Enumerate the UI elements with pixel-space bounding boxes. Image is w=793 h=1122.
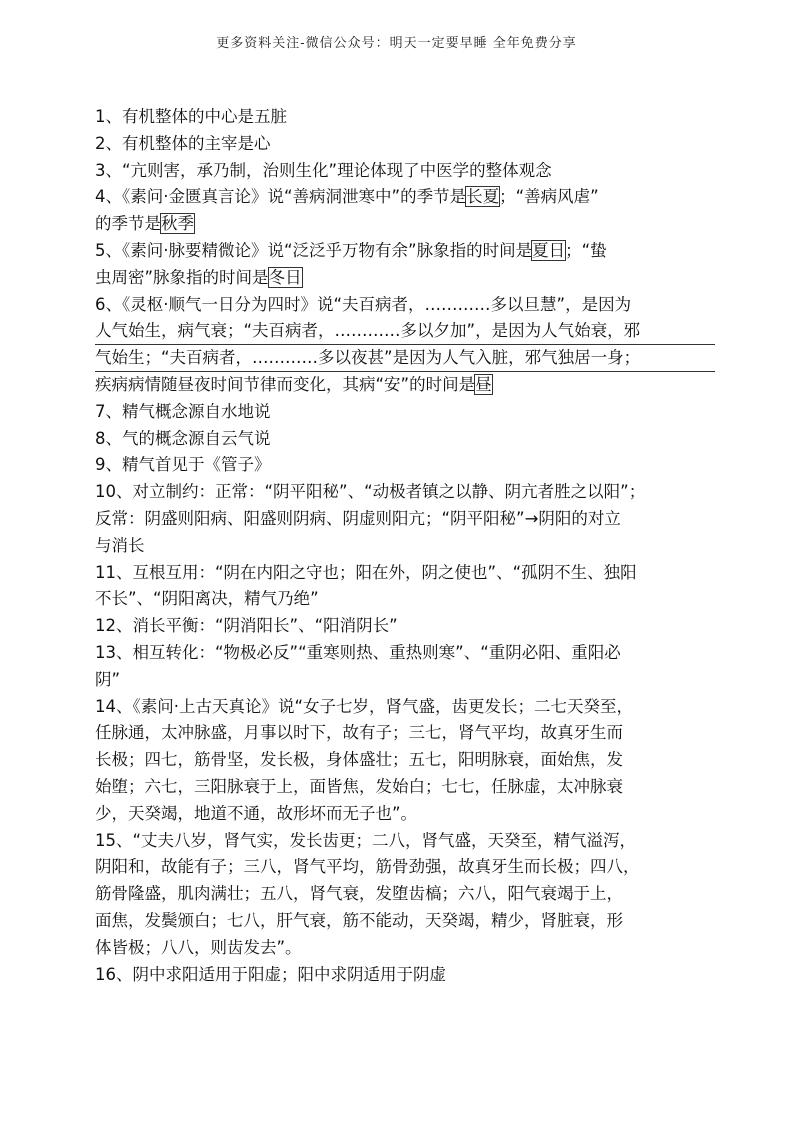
line-21: 13、相互转化：“物极必反”“重寒则热、重热则寒”、“重阴必阳、重阳必 (95, 642, 621, 662)
line-26: 始堕；六七，三阳脉衰于上，面皆焦，发始白；七七，任脉虚，太冲脉衰 (95, 776, 623, 796)
line-11 (95, 372, 715, 399)
text: 的季节是 (95, 214, 161, 234)
line-1: 1、有机整体的中心是五脏 (95, 107, 287, 126)
text: 人气始生，病气衰；“夫百病者，…………多以夕加”，是因为人气始衰，邪 (95, 321, 641, 341)
text: 4、《素问·金匮真言论》说“善病洞泄寒中”的季节是 (95, 187, 467, 207)
line-33: 16、阴中求阳适用于阳虚；阳中求阴适用于阴虚 (95, 964, 446, 984)
line-23: 14、《素问·上古天真论》说“女子七岁，肾气盛，齿更发长；二七天癸至， (95, 696, 634, 716)
text: 气始生；“夫百病者，…………多以夜甚”是因为人气入脏，邪气独居一身； (95, 348, 641, 368)
line-13: 8、气的概念源自云气说 (95, 428, 271, 448)
line-19: 不长”、“阴阳离决，精气乃绝” (95, 589, 319, 609)
text: 5、《素问·脉要精微论》说“泛泛乎万物有余”脉象指的时间是 (95, 240, 533, 260)
line-25: 长极；四七，筋骨坚，发长极，身体盛壮；五七，阳明脉衰，面始焦，发 (95, 750, 623, 770)
line-16: 反常：阴盛则阳病、阳盛则阴病、阴虚则阳亢；“阴平阳秘”→阴阳的对立 (95, 508, 621, 528)
line-31: 面焦，发鬓颁白；七八，肝气衰，筋不能动，天癸竭，精少，肾脏衰，形 (95, 910, 623, 930)
line-22: 阴” (95, 669, 121, 689)
text: 疾病病情随昼夜时间节律而变化，其病“安”的时间是 (95, 374, 476, 394)
line-18: 11、互根互用：“阴在内阳之守也；阳在外，阴之使也”、“孤阴不生、独阳 (95, 562, 637, 582)
line-28: 15、“丈夫八岁，肾气实，发长齿更；二八，肾气盛，天癸至，精气溢泻， (95, 830, 637, 850)
line-29: 阴阳和，故能有子；三八，肾气平均，筋骨劲强，故真牙生而长极；四八， (95, 857, 640, 877)
line-2: 2、有机整体的主宰是心 (95, 133, 271, 153)
line-14: 9、精气首见于《管子》 (95, 455, 271, 475)
line-5 (95, 211, 715, 238)
line-6 (95, 238, 715, 265)
line-15: 10、对立制约：正常：“阴平阳秘”、“动极者镇之以静、阴亢者胜之以阳”； (95, 482, 646, 502)
text: ；“善病风虐” (499, 187, 599, 207)
line-20: 12、消长平衡：“阴消阳长”、“阳消阴长” (95, 616, 398, 636)
line-30: 筋骨隆盛，肌肉满壮；五八，肾气衰，发堕齿槁；六八，阳气衰竭于上， (95, 884, 623, 904)
text: 虫周密”脉象指的时间是 (95, 267, 269, 287)
boxed-answer: 昼 (475, 374, 492, 394)
document-body (95, 104, 715, 988)
line-27: 少，天癸竭，地道不通，故形坏而无子也”。 (95, 803, 418, 823)
line-17: 与消长 (95, 535, 145, 555)
line-7 (95, 265, 715, 292)
line-8: 6、《灵枢·顺气一日分为四时》说“夫百病者，…………多以旦慧”，是因为 (95, 294, 632, 314)
boxed-answer: 秋季 (161, 214, 194, 234)
boxed-answer: 冬日 (268, 267, 302, 287)
line-9 (95, 318, 715, 345)
line-12: 7、精气概念源自水地说 (95, 401, 271, 421)
text: ；“蛰 (565, 240, 607, 260)
line-4 (95, 184, 715, 211)
line-32: 体皆极；八八，则齿发去”。 (95, 937, 302, 957)
boxed-answer: 长夏 (466, 187, 500, 207)
page-header: 更多资料关注-微信公众号：明天一定要早睡 全年免费分享 (216, 36, 577, 51)
boxed-answer: 夏日 (532, 240, 566, 260)
line-3: 3、“亢则害，承乃制，治则生化”理论体现了中医学的整体观念 (95, 160, 552, 180)
line-24: 任脉通，太冲脉盛，月事以时下，故有子；三七，肾气平均，故真牙生而 (95, 723, 623, 743)
line-10 (95, 345, 715, 372)
